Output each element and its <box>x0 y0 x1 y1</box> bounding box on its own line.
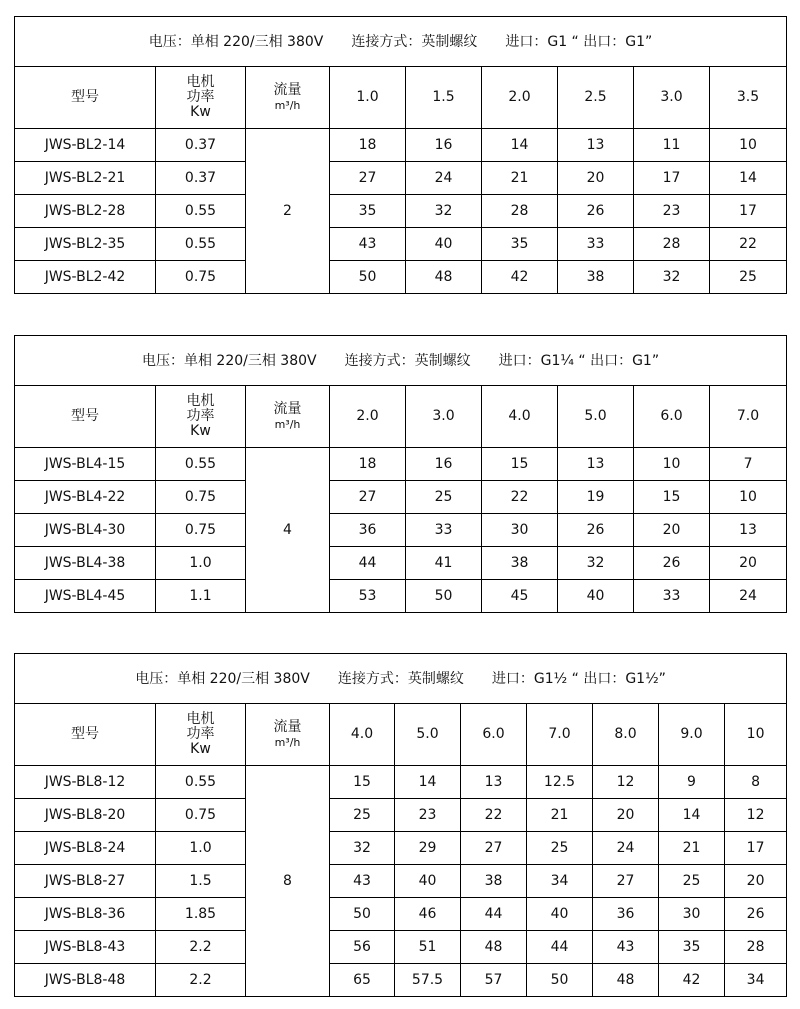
head-value-cell: 20 <box>593 799 659 832</box>
power-cell: 1.0 <box>156 832 246 865</box>
head-value-cell: 32 <box>634 261 710 294</box>
flow-cell: 4 <box>246 448 330 613</box>
table-row <box>15 195 787 228</box>
header-power-unit: Kw <box>190 423 211 439</box>
header-power <box>156 386 246 448</box>
head-value-cell: 32 <box>558 547 634 580</box>
power-cell: 0.75 <box>156 481 246 514</box>
model-cell: JWS-BL2-14 <box>15 129 156 162</box>
head-value-cell: 15 <box>634 481 710 514</box>
head-value-cell: 34 <box>527 865 593 898</box>
head-value-cell: 22 <box>710 228 787 261</box>
header-power-line2: 功率 <box>186 89 215 105</box>
power-cell: 0.75 <box>156 514 246 547</box>
header-power <box>156 704 246 766</box>
header-flow <box>246 67 330 129</box>
header-flow-unit: m³/h <box>274 735 301 749</box>
header-model: 型号 <box>15 704 156 766</box>
power-cell: 0.55 <box>156 448 246 481</box>
head-value-cell: 28 <box>634 228 710 261</box>
table-caption: 电压：单相 220/三相 380V 连接方式：英制螺纹 进口：G1½ “ 出口：G1½” <box>15 654 787 704</box>
head-value-cell: 30 <box>659 898 725 931</box>
header-flow <box>246 386 330 448</box>
head-value-cell: 11 <box>634 129 710 162</box>
head-value-cell: 16 <box>406 448 482 481</box>
head-value-cell: 26 <box>558 514 634 547</box>
flow-cell: 8 <box>246 766 330 997</box>
table-row <box>15 481 787 514</box>
head-value-cell: 21 <box>527 799 593 832</box>
head-value-cell: 56 <box>330 931 395 964</box>
head-value-cell: 36 <box>593 898 659 931</box>
header-flow-label: 流量 <box>273 81 302 98</box>
model-cell: JWS-BL2-42 <box>15 261 156 294</box>
model-cell: JWS-BL8-43 <box>15 931 156 964</box>
power-cell: 0.55 <box>156 766 246 799</box>
model-cell: JWS-BL4-30 <box>15 514 156 547</box>
power-cell: 0.75 <box>156 261 246 294</box>
table-row <box>15 514 787 547</box>
head-value-cell: 20 <box>710 547 787 580</box>
header-flow-value: 4.0 <box>330 704 395 766</box>
head-value-cell: 42 <box>482 261 558 294</box>
model-cell: JWS-BL2-28 <box>15 195 156 228</box>
model-cell: JWS-BL2-35 <box>15 228 156 261</box>
head-value-cell: 13 <box>461 766 527 799</box>
header-flow-value: 3.0 <box>406 386 482 448</box>
header-flow-unit: m³/h <box>274 417 301 431</box>
header-flow-value: 8.0 <box>593 704 659 766</box>
head-value-cell: 53 <box>330 580 406 613</box>
head-value-cell: 19 <box>558 481 634 514</box>
head-value-cell: 44 <box>330 547 406 580</box>
head-value-cell: 33 <box>634 580 710 613</box>
head-value-cell: 32 <box>406 195 482 228</box>
power-cell: 0.75 <box>156 799 246 832</box>
header-flow-value: 10 <box>725 704 787 766</box>
spec-table-bl2 <box>14 16 787 294</box>
head-value-cell: 22 <box>461 799 527 832</box>
table-row <box>15 547 787 580</box>
head-value-cell: 45 <box>482 580 558 613</box>
header-flow-value: 5.0 <box>395 704 461 766</box>
head-value-cell: 65 <box>330 964 395 997</box>
head-value-cell: 48 <box>593 964 659 997</box>
head-value-cell: 28 <box>725 931 787 964</box>
model-cell: JWS-BL4-45 <box>15 580 156 613</box>
head-value-cell: 20 <box>558 162 634 195</box>
table-row <box>15 448 787 481</box>
head-value-cell: 14 <box>710 162 787 195</box>
head-value-cell: 24 <box>593 832 659 865</box>
header-power-line1: 电机 <box>186 711 215 727</box>
head-value-cell: 26 <box>558 195 634 228</box>
header-flow-unit: m³/h <box>274 98 301 112</box>
head-value-cell: 46 <box>395 898 461 931</box>
head-value-cell: 25 <box>406 481 482 514</box>
table-row <box>15 129 787 162</box>
flow-cell: 2 <box>246 129 330 294</box>
head-value-cell: 35 <box>659 931 725 964</box>
header-flow-value: 6.0 <box>634 386 710 448</box>
table-row <box>15 931 787 964</box>
header-flow-value: 1.0 <box>330 67 406 129</box>
table-row <box>15 261 787 294</box>
head-value-cell: 36 <box>330 514 406 547</box>
head-value-cell: 26 <box>634 547 710 580</box>
header-power <box>156 67 246 129</box>
model-cell: JWS-BL8-12 <box>15 766 156 799</box>
table-row <box>15 865 787 898</box>
model-cell: JWS-BL8-20 <box>15 799 156 832</box>
header-flow-value: 7.0 <box>710 386 787 448</box>
header-power-unit: Kw <box>190 104 211 120</box>
power-cell: 1.0 <box>156 547 246 580</box>
head-value-cell: 27 <box>330 481 406 514</box>
head-value-cell: 8 <box>725 766 787 799</box>
power-cell: 1.85 <box>156 898 246 931</box>
head-value-cell: 13 <box>558 448 634 481</box>
head-value-cell: 34 <box>725 964 787 997</box>
head-value-cell: 20 <box>634 514 710 547</box>
head-value-cell: 43 <box>593 931 659 964</box>
header-flow-value: 1.5 <box>406 67 482 129</box>
head-value-cell: 16 <box>406 129 482 162</box>
table-row <box>15 832 787 865</box>
model-cell: JWS-BL8-24 <box>15 832 156 865</box>
head-value-cell: 10 <box>634 448 710 481</box>
head-value-cell: 43 <box>330 228 406 261</box>
power-cell: 2.2 <box>156 931 246 964</box>
head-value-cell: 14 <box>395 766 461 799</box>
head-value-cell: 26 <box>725 898 787 931</box>
header-flow-value: 2.0 <box>482 67 558 129</box>
head-value-cell: 38 <box>461 865 527 898</box>
head-value-cell: 35 <box>482 228 558 261</box>
header-power-line1: 电机 <box>186 393 215 409</box>
spec-table-bl4 <box>14 335 787 613</box>
header-flow-label: 流量 <box>273 718 302 735</box>
head-value-cell: 21 <box>482 162 558 195</box>
head-value-cell: 22 <box>482 481 558 514</box>
head-value-cell: 57.5 <box>395 964 461 997</box>
power-cell: 0.37 <box>156 129 246 162</box>
head-value-cell: 51 <box>395 931 461 964</box>
head-value-cell: 27 <box>461 832 527 865</box>
head-value-cell: 40 <box>558 580 634 613</box>
head-value-cell: 28 <box>482 195 558 228</box>
model-cell: JWS-BL2-21 <box>15 162 156 195</box>
head-value-cell: 44 <box>527 931 593 964</box>
table-row <box>15 799 787 832</box>
head-value-cell: 33 <box>558 228 634 261</box>
header-flow-value: 2.0 <box>330 386 406 448</box>
head-value-cell: 14 <box>482 129 558 162</box>
header-flow-value: 5.0 <box>558 386 634 448</box>
spec-table-bl8 <box>14 653 787 997</box>
model-cell: JWS-BL8-48 <box>15 964 156 997</box>
power-cell: 0.55 <box>156 228 246 261</box>
table-caption: 电压：单相 220/三相 380V 连接方式：英制螺纹 进口：G1 “ 出口：G1” <box>15 17 787 67</box>
model-cell: JWS-BL4-15 <box>15 448 156 481</box>
head-value-cell: 29 <box>395 832 461 865</box>
power-cell: 2.2 <box>156 964 246 997</box>
head-value-cell: 23 <box>634 195 710 228</box>
head-value-cell: 48 <box>461 931 527 964</box>
head-value-cell: 25 <box>527 832 593 865</box>
header-flow-label: 流量 <box>273 400 302 417</box>
head-value-cell: 43 <box>330 865 395 898</box>
head-value-cell: 17 <box>725 832 787 865</box>
table-caption: 电压：单相 220/三相 380V 连接方式：英制螺纹 进口：G1¼ “ 出口：G1” <box>15 336 787 386</box>
table-row <box>15 766 787 799</box>
head-value-cell: 25 <box>330 799 395 832</box>
head-value-cell: 42 <box>659 964 725 997</box>
head-value-cell: 50 <box>330 898 395 931</box>
head-value-cell: 10 <box>710 129 787 162</box>
head-value-cell: 14 <box>659 799 725 832</box>
header-power-line1: 电机 <box>186 74 215 90</box>
header-power-unit: Kw <box>190 741 211 757</box>
head-value-cell: 33 <box>406 514 482 547</box>
power-cell: 1.5 <box>156 865 246 898</box>
header-flow-value: 2.5 <box>558 67 634 129</box>
header-flow-value: 6.0 <box>461 704 527 766</box>
head-value-cell: 50 <box>330 261 406 294</box>
power-cell: 1.1 <box>156 580 246 613</box>
header-flow-value: 7.0 <box>527 704 593 766</box>
table-row <box>15 964 787 997</box>
head-value-cell: 10 <box>710 481 787 514</box>
header-flow-value: 3.5 <box>710 67 787 129</box>
head-value-cell: 17 <box>634 162 710 195</box>
head-value-cell: 50 <box>406 580 482 613</box>
head-value-cell: 48 <box>406 261 482 294</box>
header-flow-value: 4.0 <box>482 386 558 448</box>
head-value-cell: 17 <box>710 195 787 228</box>
head-value-cell: 40 <box>395 865 461 898</box>
head-value-cell: 35 <box>330 195 406 228</box>
head-value-cell: 25 <box>659 865 725 898</box>
head-value-cell: 27 <box>593 865 659 898</box>
table-row <box>15 228 787 261</box>
header-power-line2: 功率 <box>186 408 215 424</box>
model-cell: JWS-BL8-36 <box>15 898 156 931</box>
head-value-cell: 9 <box>659 766 725 799</box>
head-value-cell: 24 <box>710 580 787 613</box>
head-value-cell: 18 <box>330 448 406 481</box>
header-flow-value: 3.0 <box>634 67 710 129</box>
head-value-cell: 21 <box>659 832 725 865</box>
head-value-cell: 38 <box>482 547 558 580</box>
power-cell: 0.37 <box>156 162 246 195</box>
model-cell: JWS-BL8-27 <box>15 865 156 898</box>
header-model: 型号 <box>15 386 156 448</box>
head-value-cell: 38 <box>558 261 634 294</box>
head-value-cell: 44 <box>461 898 527 931</box>
head-value-cell: 20 <box>725 865 787 898</box>
head-value-cell: 25 <box>710 261 787 294</box>
head-value-cell: 23 <box>395 799 461 832</box>
table-row <box>15 898 787 931</box>
head-value-cell: 50 <box>527 964 593 997</box>
header-model: 型号 <box>15 67 156 129</box>
head-value-cell: 15 <box>330 766 395 799</box>
head-value-cell: 57 <box>461 964 527 997</box>
head-value-cell: 12 <box>725 799 787 832</box>
head-value-cell: 40 <box>527 898 593 931</box>
power-cell: 0.55 <box>156 195 246 228</box>
head-value-cell: 15 <box>482 448 558 481</box>
header-flow <box>246 704 330 766</box>
head-value-cell: 13 <box>558 129 634 162</box>
table-row <box>15 162 787 195</box>
head-value-cell: 12.5 <box>527 766 593 799</box>
head-value-cell: 7 <box>710 448 787 481</box>
model-cell: JWS-BL4-22 <box>15 481 156 514</box>
head-value-cell: 41 <box>406 547 482 580</box>
header-flow-value: 9.0 <box>659 704 725 766</box>
head-value-cell: 40 <box>406 228 482 261</box>
head-value-cell: 13 <box>710 514 787 547</box>
head-value-cell: 32 <box>330 832 395 865</box>
table-row <box>15 580 787 613</box>
head-value-cell: 24 <box>406 162 482 195</box>
header-power-line2: 功率 <box>186 726 215 742</box>
head-value-cell: 27 <box>330 162 406 195</box>
model-cell: JWS-BL4-38 <box>15 547 156 580</box>
head-value-cell: 12 <box>593 766 659 799</box>
head-value-cell: 30 <box>482 514 558 547</box>
head-value-cell: 18 <box>330 129 406 162</box>
